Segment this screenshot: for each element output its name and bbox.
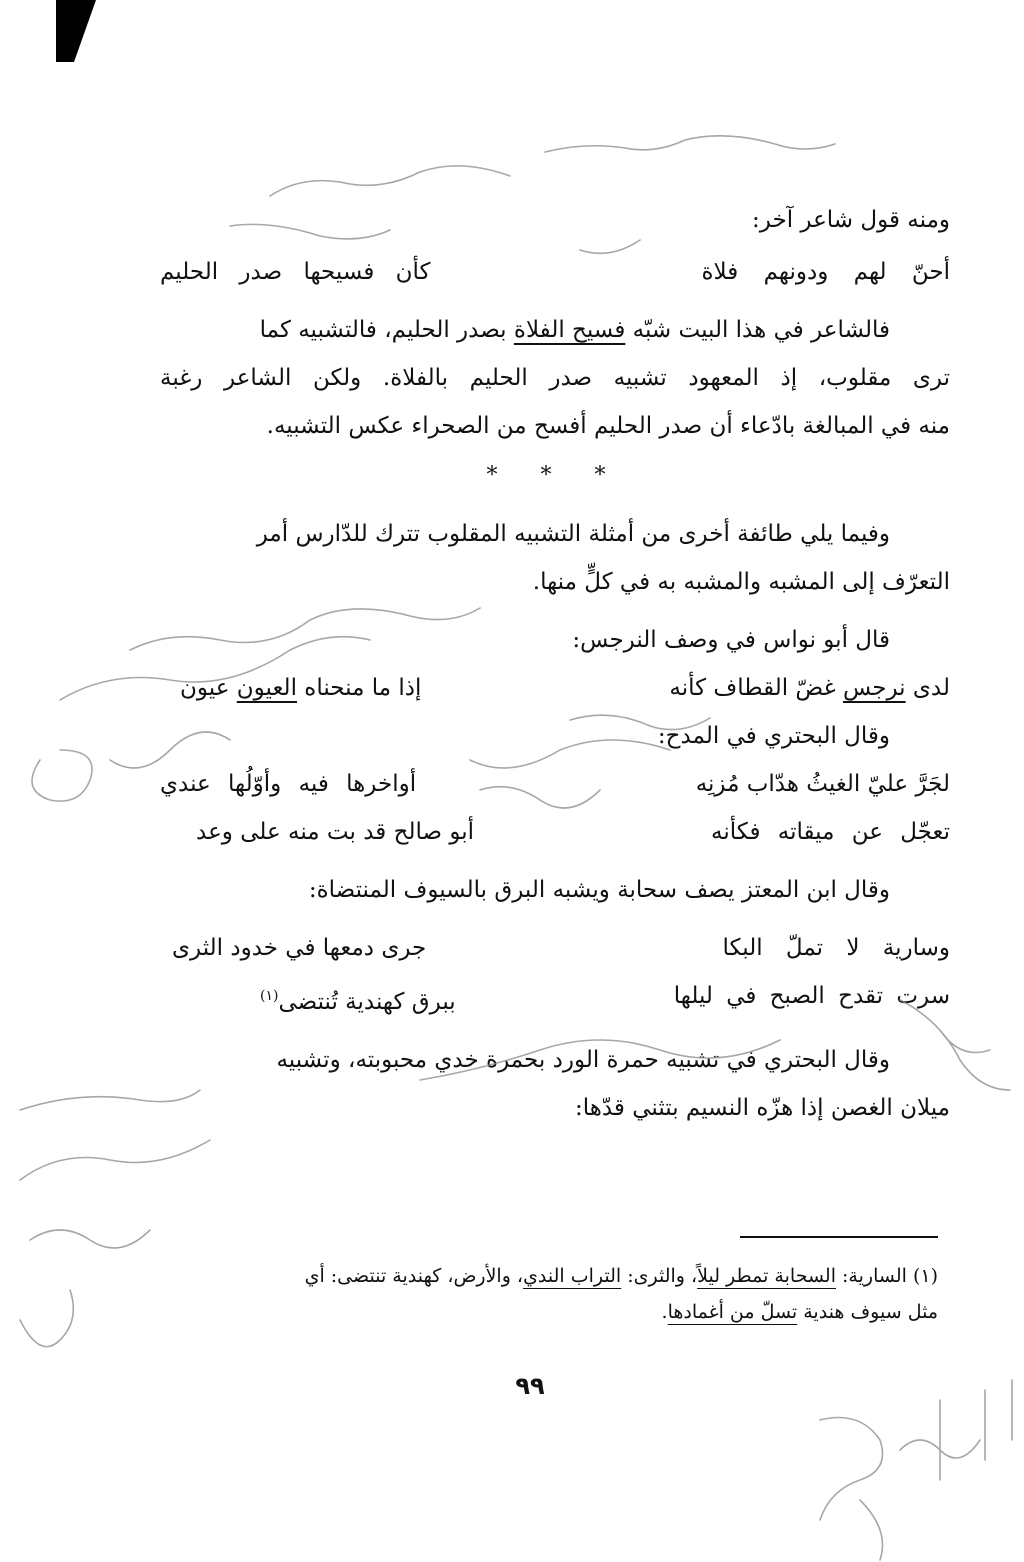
buhturi-rose-line-1: وقال البحتري في تشبيه حمرة الورد بحمرة خدي محبوبته، وتشبيه [276, 1046, 890, 1073]
pencil-scribble [470, 740, 670, 768]
pencil-scribble [32, 750, 92, 801]
pencil-scribble [545, 136, 835, 152]
buhturi-praise-v1-second: أواخرها فيه وأوّلُها عندي [160, 771, 417, 797]
underlined-word: العيون [236, 675, 297, 701]
buhturi-rose-line-2: ميلان الغصن إذا هزّه النسيم بتثني قدّها: [574, 1094, 950, 1121]
pencil-scribble [20, 1290, 73, 1347]
text-run: إذا ما منحناه [304, 675, 422, 701]
ibn-mutazz-intro: وقال ابن المعتز يصف سحابة ويشبه البرق بالسيوف المنتضاة: [308, 877, 890, 903]
pencil-scribble [580, 240, 640, 253]
underlined-word: نرجس [842, 675, 906, 701]
pencil-scribble [480, 787, 600, 808]
abu-nuwas-intro: قال أبو نواس في وصف النرجس: [572, 627, 890, 653]
buhturi-praise-v2-first: تعجّل عن ميقاته فكأنه [711, 819, 950, 845]
pencil-scribble [820, 1418, 883, 1521]
text-run: . [661, 1301, 668, 1323]
section-separator: * * * [486, 463, 624, 488]
pencil-scribble [110, 732, 230, 768]
underlined-phrase: تسلّ من أغمادها [667, 1301, 798, 1323]
buhturi-praise-intro: وقال البحتري في المدح: [657, 723, 890, 749]
underlined-phrase: التراب الندي [523, 1265, 622, 1287]
buhturi-praise-v2-second: أبو صالح قد بت منه على وعد [196, 819, 474, 845]
page-number: ٩٩ [515, 1372, 545, 1400]
text-run: غضّ القطاف كأنه [669, 675, 836, 701]
pencil-scribble [20, 1140, 210, 1180]
pencil-scribble [20, 1090, 200, 1110]
verse-1-second-hemistich: كأن فسيحها صدر الحليم [160, 259, 431, 285]
text-run: ، والثرى: [627, 1265, 698, 1287]
pencil-scribble [940, 1030, 990, 1053]
paragraph-1-line-3: منه في المبالغة بادّعاء أن صدر الحليم أفسح من الصحراء عكس التشبيه. [266, 413, 950, 439]
paragraph-2-line-2: التعرّف إلى المشبه والمشبه به في كلٍّ منها. [532, 569, 950, 595]
text-run: السارية: [842, 1265, 907, 1287]
text-run: عيون [180, 675, 230, 701]
ibn-mutazz-v1-second: جرى دمعها في خدود الثرى [172, 935, 427, 961]
pencil-scribble [230, 224, 390, 239]
underlined-phrase: السحابة تمطر ليلاً [697, 1265, 836, 1287]
pencil-scribble [860, 1500, 883, 1560]
footnote-marker: (١) [260, 988, 279, 1004]
ibn-mutazz-v2-first: سرت تقدح الصبح في ليلها [673, 983, 950, 1009]
pencil-scribble [270, 166, 510, 196]
pencil-scribble [30, 1230, 150, 1248]
pencil-scribble [570, 715, 710, 729]
footnote-number: (١) [912, 1265, 938, 1287]
text-run: فالشاعر في هذا البيت شبّه [632, 317, 890, 343]
paragraph-1-line-2: ترى مقلوب، إذ المعهود تشبيه صدر الحليم بالفلاة. ولكن الشاعر رغبة [160, 365, 950, 391]
underlined-phrase: فسيح الفلاة [513, 317, 626, 343]
pencil-scribble [60, 637, 370, 700]
text-run: بصدر الحليم، فالتشبيه كما [259, 317, 507, 343]
text-run: ، والأرض، كهندية تنتضى: أي [304, 1265, 524, 1287]
verse-1-first-hemistich: أحنّ لهم ودونهم فلاة [701, 259, 950, 285]
ibn-mutazz-v1-first: وسارية لا تملّ البكا [722, 935, 950, 961]
pencil-scribble [420, 1040, 780, 1080]
paragraph-2-line-1: وفيما يلي طائفة أخرى من أمثلة التشبيه المقلوب تترك للدّارس أمر [256, 521, 890, 547]
intro-line: ومنه قول شاعر آخر: [752, 207, 950, 233]
text-run: مثل سيوف هندية [803, 1301, 938, 1323]
buhturi-praise-v1-first: لجَرَّ عليّ الغيثُ هدّاب مُزنِه [695, 771, 950, 797]
text-run: ببرق كهندية تُنتضى [278, 988, 456, 1015]
text-run: لدى [912, 675, 950, 701]
